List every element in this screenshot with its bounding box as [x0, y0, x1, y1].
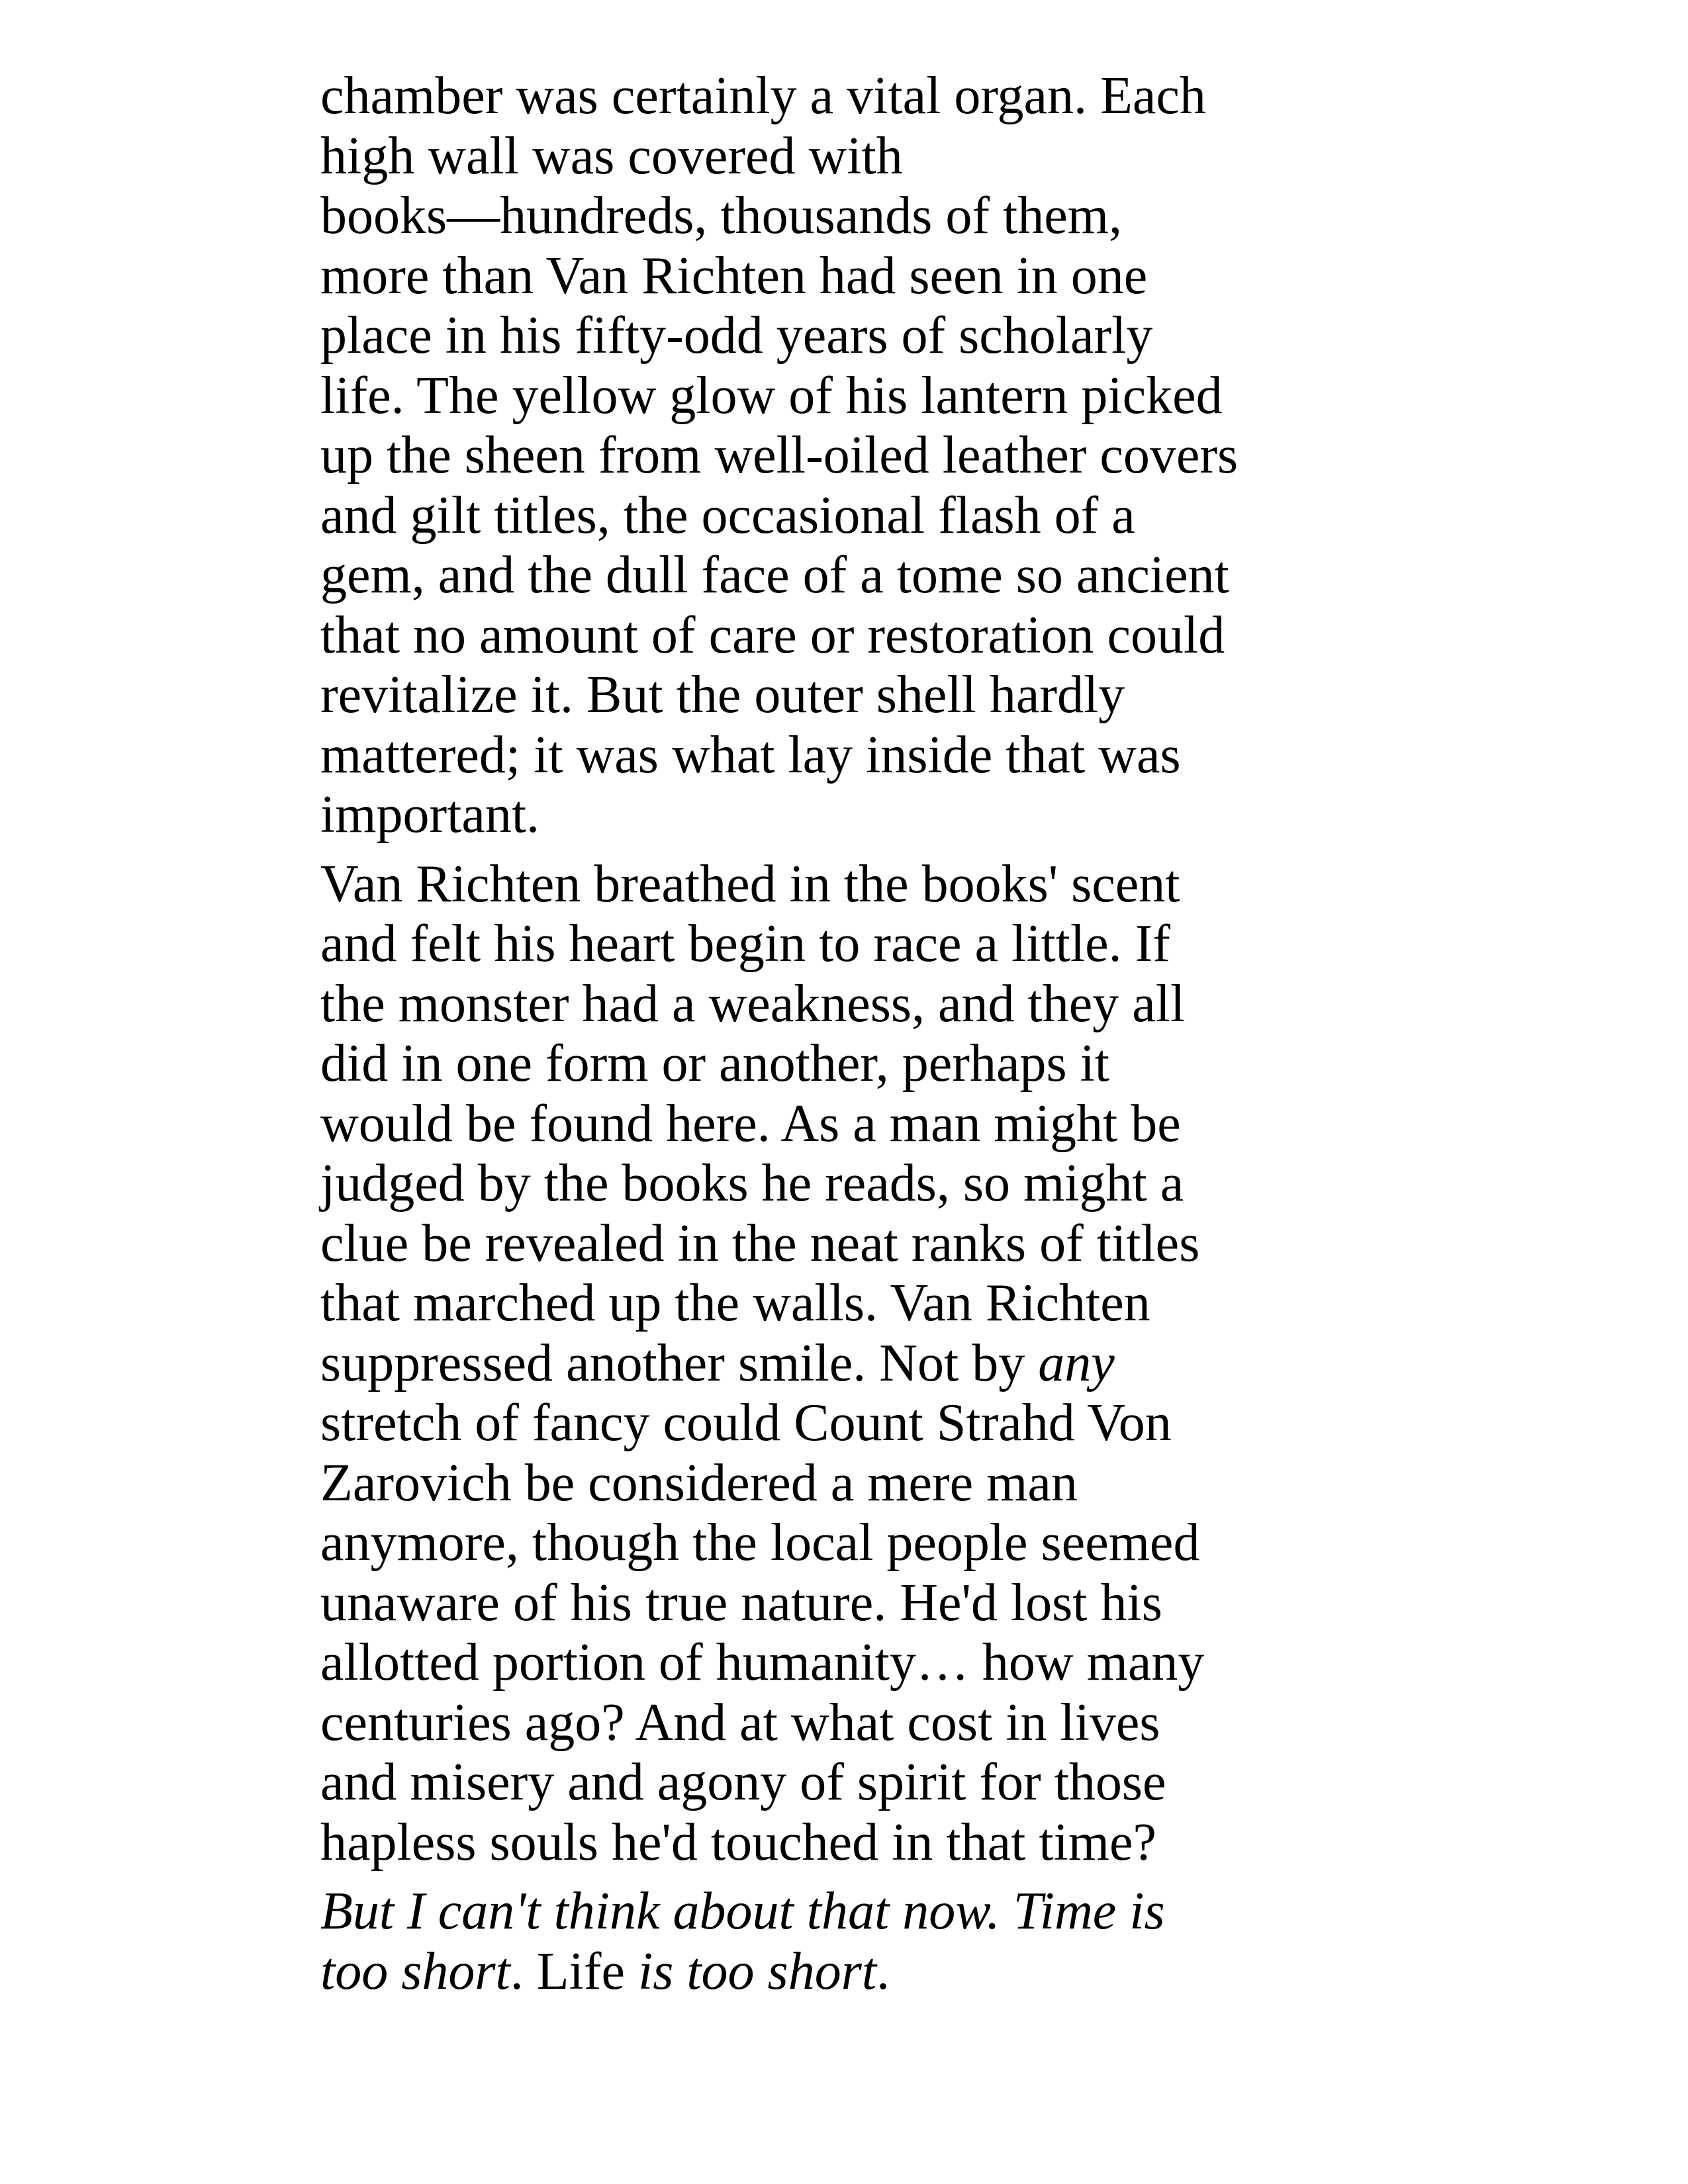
text-run: and felt his heart begin to race a little. If	[320, 915, 1170, 973]
text-line	[320, 1154, 1380, 1214]
text-run: Zarovich be considered a mere man	[320, 1453, 1078, 1512]
text-line	[320, 914, 1380, 974]
text-line	[320, 606, 1380, 666]
paragraph-gap	[320, 845, 1380, 854]
text-run: clue be revealed in the neat ranks of titles	[320, 1214, 1200, 1273]
text-line	[320, 126, 1380, 187]
text-line	[320, 1693, 1380, 1753]
text-line	[320, 1034, 1380, 1094]
text-line	[320, 1094, 1380, 1154]
text-run: allotted portion of humanity… how many	[320, 1633, 1205, 1692]
text-run: centuries ago? And at what cost in lives	[320, 1693, 1160, 1752]
body-text	[320, 66, 1380, 2001]
text-line	[320, 426, 1380, 486]
text-run: the monster had a weakness, and they all	[320, 974, 1186, 1033]
text-run: .	[876, 1942, 890, 2001]
text-run: that marched up the walls. Van Richten	[320, 1274, 1150, 1332]
text-line	[320, 1214, 1380, 1274]
text-run: hapless souls he'd touched in that time?	[320, 1813, 1157, 1872]
text-run: more than Van Richten had seen in one	[320, 246, 1148, 305]
text-line	[320, 665, 1380, 725]
italic-text-run: is too short	[637, 1942, 877, 2001]
text-run: important.	[320, 786, 540, 844]
text-run: life. The yellow glow of his lantern picked	[320, 366, 1223, 425]
paragraph-2	[320, 854, 1380, 1873]
text-run: mattered; it was what lay inside that was	[320, 725, 1181, 784]
text-line	[320, 1752, 1380, 1813]
text-line	[320, 246, 1380, 306]
text-run: books—hundreds, thousands of them,	[320, 187, 1123, 245]
text-run: that no amount of care or restoration could	[320, 606, 1225, 664]
text-run: chamber was certainly a vital organ. Each	[320, 67, 1206, 125]
text-line	[320, 1813, 1380, 1873]
text-line	[320, 1633, 1380, 1693]
text-line	[320, 1573, 1380, 1633]
text-line	[320, 486, 1380, 546]
text-line	[320, 1453, 1380, 1514]
text-run: gem, and the dull face of a tome so ancient	[320, 546, 1229, 604]
text-run: . Life	[510, 1942, 638, 2001]
paragraph-1	[320, 66, 1380, 845]
paragraph-3	[320, 1882, 1380, 2001]
text-line	[320, 186, 1380, 246]
paragraph-gap	[320, 1872, 1380, 1882]
text-run: place in his fifty-odd years of scholarly	[320, 306, 1153, 365]
text-line	[320, 1882, 1380, 1942]
text-run: Van Richten breathed in the books' scent	[320, 854, 1180, 913]
text-run: high wall was covered with	[320, 126, 903, 185]
italic-text-run: too short	[320, 1942, 510, 2001]
text-line	[320, 785, 1380, 845]
text-run: suppressed another smile. Not by	[320, 1334, 1039, 1392]
text-line	[320, 1273, 1380, 1334]
italic-text-run: any	[1038, 1334, 1115, 1392]
text-line	[320, 725, 1380, 786]
text-run: up the sheen from well-oiled leather covers	[320, 426, 1239, 484]
text-run: did in one form or another, perhaps it	[320, 1034, 1110, 1093]
text-line	[320, 66, 1380, 126]
text-line	[320, 366, 1380, 426]
text-line	[320, 1513, 1380, 1573]
text-run: stretch of fancy could Count Strahd Von	[320, 1394, 1172, 1452]
text-run: revitalize it. But the outer shell hardly	[320, 666, 1125, 724]
text-run: and misery and agony of spirit for those	[320, 1753, 1166, 1811]
text-run: judged by the books he reads, so might a	[320, 1154, 1184, 1212]
text-run: would be found here. As a man might be	[320, 1094, 1181, 1153]
text-line	[320, 306, 1380, 366]
text-line	[320, 1942, 1380, 2002]
text-line	[320, 1393, 1380, 1453]
text-run: and gilt titles, the occasional flash of a	[320, 486, 1135, 545]
text-line	[320, 854, 1380, 915]
italic-text-run: But I can't think about that now. Time is	[320, 1882, 1165, 1940]
text-line	[320, 974, 1380, 1034]
text-run: unaware of his true nature. He'd lost his	[320, 1573, 1162, 1632]
text-run: anymore, though the local people seemed	[320, 1514, 1200, 1572]
text-line	[320, 1334, 1380, 1394]
text-line	[320, 545, 1380, 606]
